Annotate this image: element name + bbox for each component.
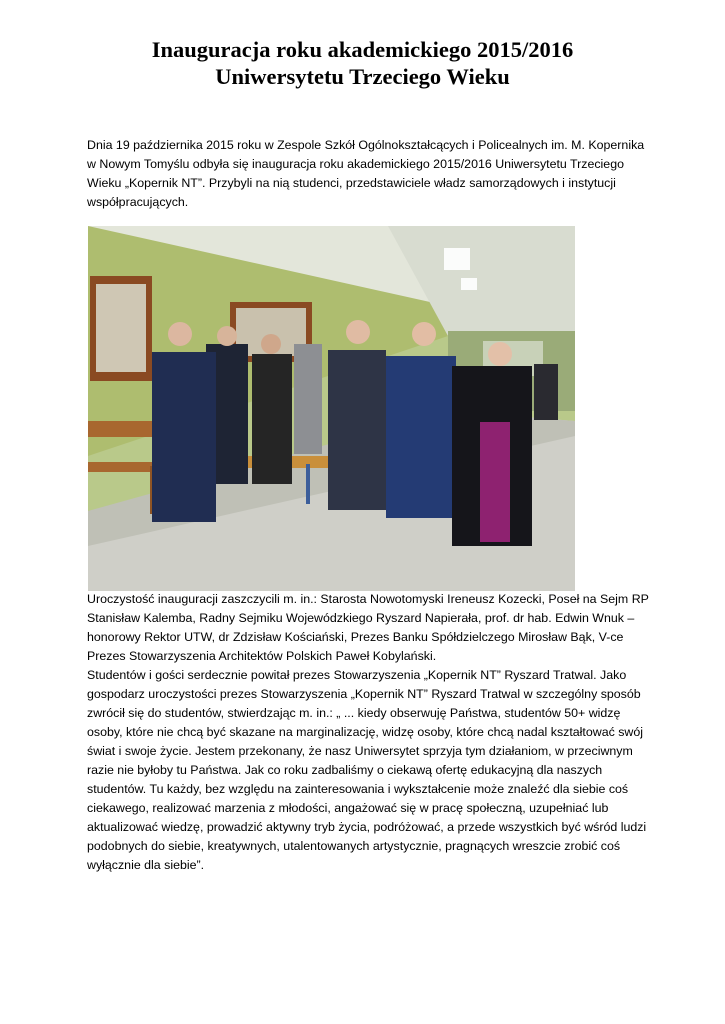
body-line: osoby, które nie chcą być skazane na marginalizację, widzę osoby, które chcą nadal kształtować swój xyxy=(87,725,644,739)
intro-line: Wieku „Kopernik NT”. Przybyli na nią studenci, przedstawiciele władz samorządowych i instytucji xyxy=(87,176,616,190)
intro-line: współpracujących. xyxy=(87,195,189,209)
body-line: Uroczystość inauguracji zaszczycili m. in.: Starosta Nowotomyski Ireneusz Kozecki, Poseł na Sejm RP xyxy=(87,592,649,606)
body-line: ciekawego, realizować marzenia z młodości, angażować się w pracę społeczną, uzupełniać lub xyxy=(87,801,609,815)
intro-line: Dnia 19 października 2015 roku w Zespole Szkół Ogólnokształcących i Policealnych im. M. Kopernika xyxy=(87,138,645,152)
body-line: honorowy Rektor UTW, dr Zdzisław Kościański, Prezes Banku Spółdzielczego Mirosław Bąk, V-ce xyxy=(87,630,624,644)
intro-line: w Nowym Tomyślu odbyła się inauguracja roku akademickiego 2015/2016 Uniwersytetu Trzeciego xyxy=(87,157,624,171)
body-line: zwrócił się do studentów, stwierdzając m. in.: „ ... kiedy obserwuję Państwa, studentów 50+ widzę xyxy=(87,706,621,720)
body-line: gospodarz uroczystości prezes Stowarzyszenia „Kopernik NT” Ryszard Tratwal w szczególny sposób xyxy=(87,687,641,701)
body-line: Stanisław Kalemba, Radny Sejmiku Wojewódzkiego Ryszard Napierała, prof. dr hab. Edwin Wnuk – xyxy=(87,611,635,625)
ceremony-photo xyxy=(88,226,575,591)
body-line: razie nie byłoby tu Państwa. Jak co roku zadbaliśmy o ciekawą ofertę edukacyjną dla naszych xyxy=(87,763,603,777)
body-line: podobnych do siebie, kreatywnych, utalentowanych artystycznie, pragnących wreszcie zrobić coś xyxy=(87,839,621,853)
body-line: Prezes Stowarzyszenia Architektów Polskich Paweł Kobylański. xyxy=(87,649,437,663)
title-line-1: Inauguracja roku akademickiego 2015/2016 xyxy=(151,37,574,62)
body-line: studentów. Tu każdy, bez względu na zainteresowania i wykształcenie może znaleźć dla siebie coś xyxy=(87,782,629,796)
body-line: wyłącznie dla siebie”. xyxy=(87,858,205,872)
body-paragraph xyxy=(87,590,647,875)
title-line-2: Uniwersytetu Trzeciego Wieku xyxy=(215,64,510,89)
intro-paragraph xyxy=(87,136,647,212)
document-title xyxy=(0,36,725,90)
body-line: Studentów i gości serdecznie powitał prezes Stowarzyszenia „Kopernik NT” Ryszard Tratwal. Jako xyxy=(87,668,627,682)
body-line: świat i swoje życie. Jestem przekonany, że nasz Uniwersytet sprzyja tym działaniom, w przeciwnym xyxy=(87,744,633,758)
body-line: aktualizować wiedzę, prowadzić aktywny tryb życia, podróżować, a przede wszystkich być wśród ludzi xyxy=(87,820,647,834)
